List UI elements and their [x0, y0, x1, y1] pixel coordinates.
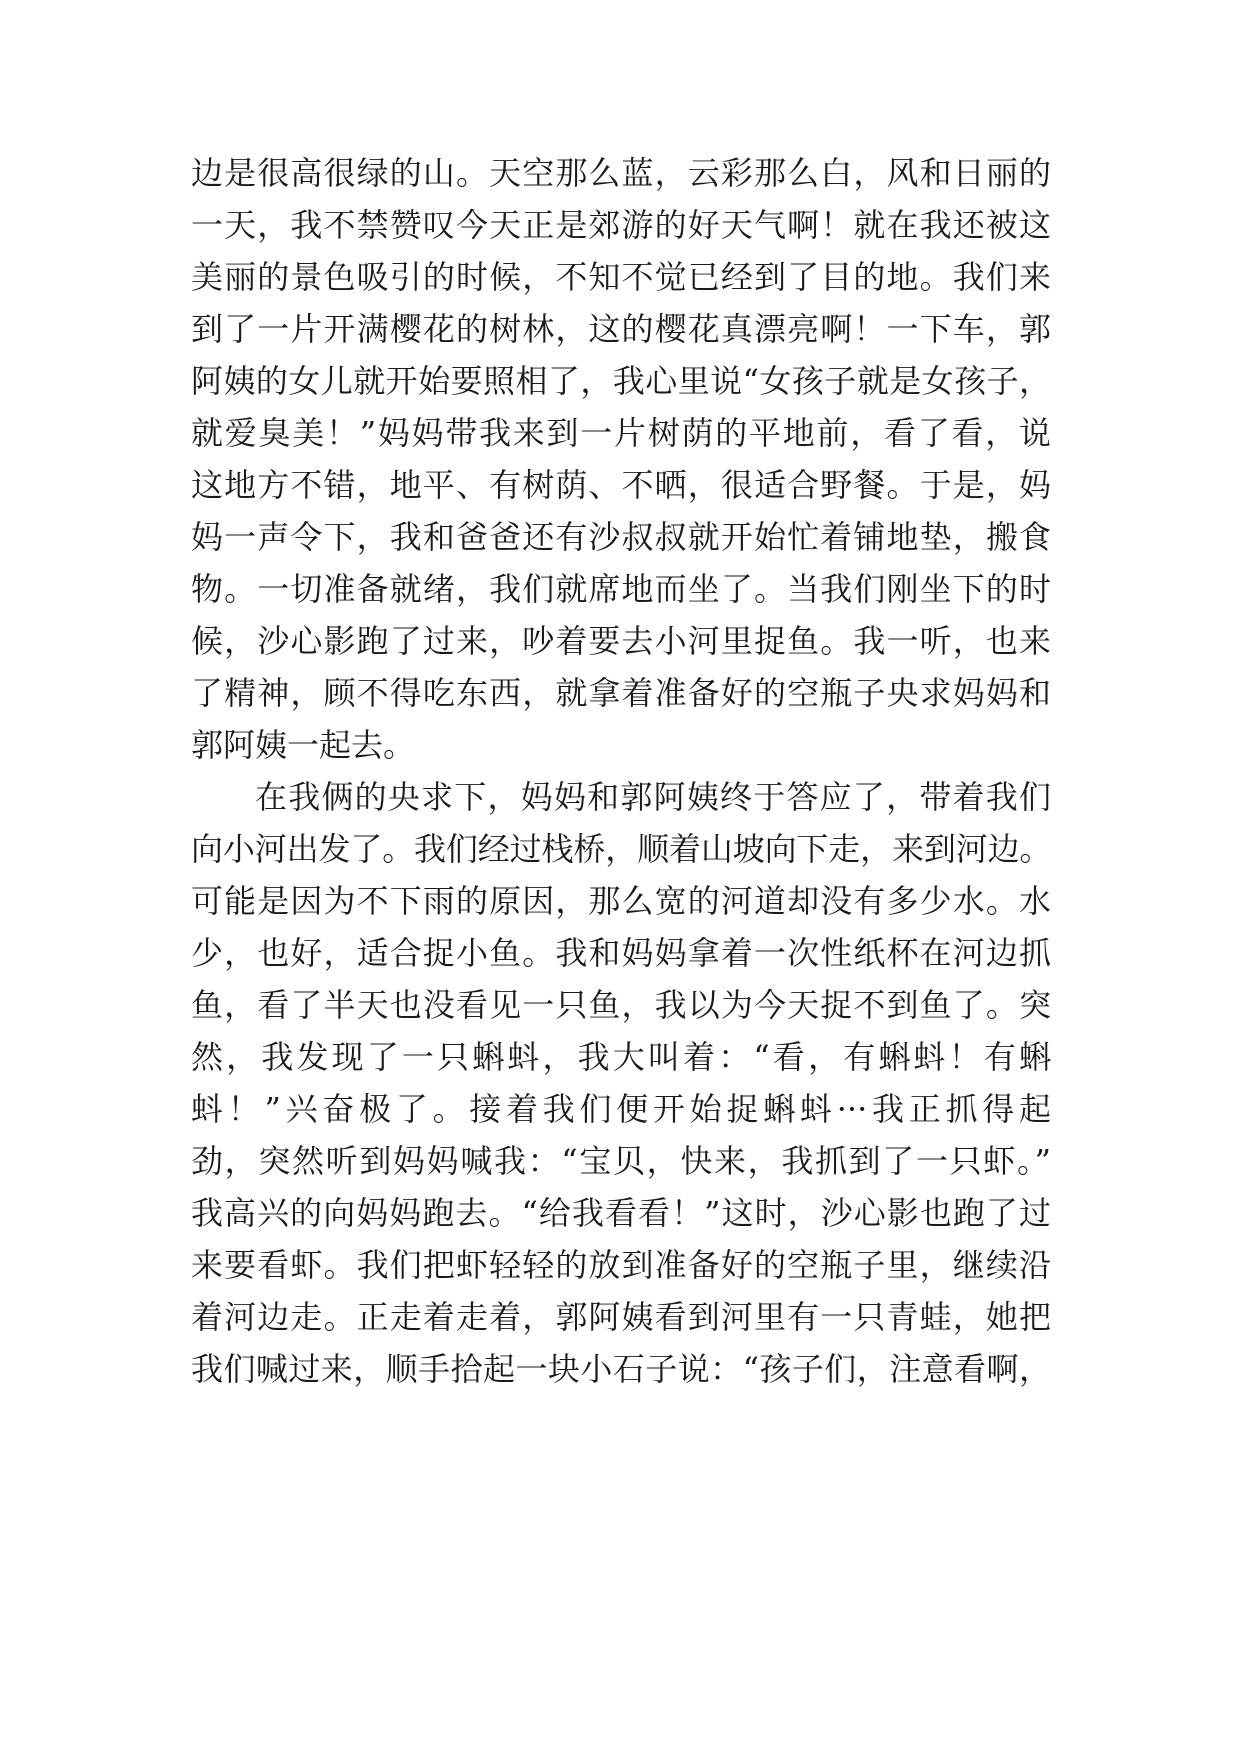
text-line: 蚪！”兴奋极了。接着我们便开始捉蝌蚪···我正抓得起 — [191, 1090, 1051, 1128]
text-line: 妈一声令下，我和爸爸还有沙叔叔就开始忙着铺地垫，搬食 — [191, 518, 1051, 556]
text-line: 我们喊过来，顺手拾起一块小石子说：“孩子们，注意看啊， — [191, 1350, 1051, 1388]
text-line: 物。一切准备就绪，我们就席地而坐了。当我们刚坐下的时 — [191, 570, 1051, 608]
text-line: 这地方不错，地平、有树荫、不晒，很适合野餐。于是，妈 — [191, 466, 1051, 504]
text-line: 向小河出发了。我们经过栈桥，顺着山坡向下走，来到河边。 — [191, 830, 1051, 868]
text-line: 阿姨的女儿就开始要照相了，我心里说“女孩子就是女孩子， — [191, 362, 1051, 400]
paragraph-first-line: 在我俩的央求下，妈妈和郭阿姨终于答应了，带着我们 — [255, 778, 1051, 816]
text-line: 劲，突然听到妈妈喊我：“宝贝，快来，我抓到了一只虾。” — [191, 1142, 1051, 1180]
text-line: 可能是因为不下雨的原因，那么宽的河道却没有多少水。水 — [191, 882, 1051, 920]
text-line: 就爱臭美！”妈妈带我来到一片树荫的平地前，看了看，说 — [191, 414, 1051, 452]
text-line: 郭阿姨一起去。 — [191, 726, 416, 764]
text-line: 然，我发现了一只蝌蚪，我大叫着：“看，有蝌蚪！有蝌 — [191, 1038, 1051, 1076]
text-line: 了精神，顾不得吃东西，就拿着准备好的空瓶子央求妈妈和 — [191, 674, 1051, 712]
text-line: 我高兴的向妈妈跑去。“给我看看！”这时，沙心影也跑了过 — [191, 1194, 1051, 1232]
text-line: 少，也好，适合捉小鱼。我和妈妈拿着一次性纸杯在河边抓 — [191, 934, 1051, 972]
text-line: 候，沙心影跑了过来，吵着要去小河里捉鱼。我一听，也来 — [191, 622, 1051, 660]
text-line: 一天，我不禁赞叹今天正是郊游的好天气啊！就在我还被这 — [191, 206, 1051, 244]
text-line: 鱼，看了半天也没看见一只鱼，我以为今天捉不到鱼了。突 — [191, 986, 1051, 1024]
text-line: 美丽的景色吸引的时候，不知不觉已经到了目的地。我们来 — [191, 258, 1051, 296]
text-line: 边是很高很绿的山。天空那么蓝，云彩那么白，风和日丽的 — [191, 154, 1051, 192]
text-line: 着河边走。正走着走着，郭阿姨看到河里有一只青蛙，她把 — [191, 1298, 1051, 1336]
text-line: 到了一片开满樱花的树林，这的樱花真漂亮啊！一下车，郭 — [191, 310, 1051, 348]
text-line: 来要看虾。我们把虾轻轻的放到准备好的空瓶子里，继续沿 — [191, 1246, 1051, 1284]
